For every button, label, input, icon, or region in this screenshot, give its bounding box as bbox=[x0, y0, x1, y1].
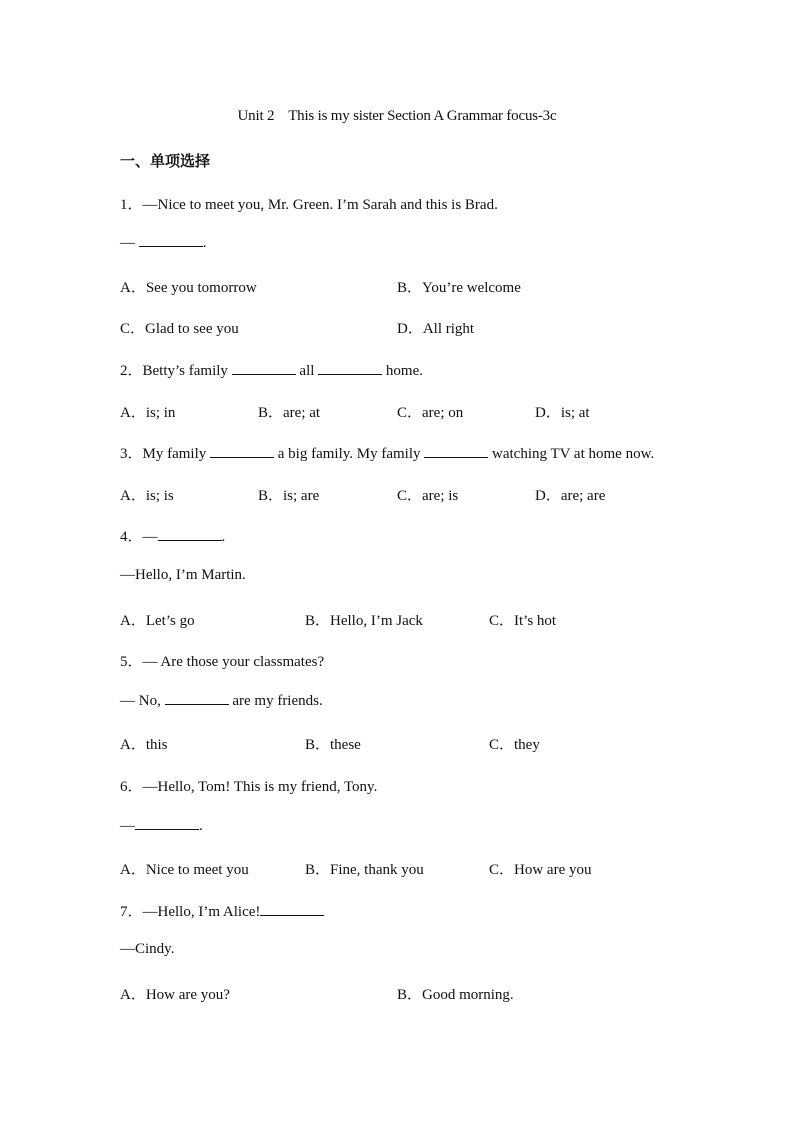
answer-blank[interactable] bbox=[158, 528, 222, 541]
question-1-option-d[interactable]: D．All right bbox=[397, 321, 475, 337]
stem-part: 3．My family bbox=[120, 446, 210, 462]
answer-blank[interactable] bbox=[424, 445, 488, 458]
stem-part: all bbox=[295, 363, 319, 379]
stem-part: 7．—Hello, I’m Alice! bbox=[120, 904, 261, 920]
question-6-option-c[interactable]: C．How are you bbox=[489, 862, 592, 878]
question-5-option-a[interactable]: A．this bbox=[120, 737, 168, 753]
question-2-option-b[interactable]: B．are; at bbox=[258, 405, 321, 421]
question-2-stem bbox=[120, 359, 423, 380]
question-5-stem: 5．— Are those your classmates? bbox=[120, 654, 325, 670]
question-3-stem bbox=[120, 442, 654, 463]
question-6-option-b[interactable]: B．Fine, thank you bbox=[305, 862, 424, 878]
question-3-option-a[interactable]: A．is; is bbox=[120, 488, 174, 504]
question-7-option-b[interactable]: B．Good morning. bbox=[397, 987, 514, 1003]
question-3-option-b[interactable]: B．is; are bbox=[258, 488, 320, 504]
question-5-option-c[interactable]: C．they bbox=[489, 737, 540, 753]
answer-blank[interactable] bbox=[232, 362, 296, 375]
reply-part: — No, bbox=[120, 693, 165, 709]
answer-blank[interactable] bbox=[139, 234, 203, 247]
stem-part: a big family. My family bbox=[274, 446, 425, 462]
question-2-option-a[interactable]: A．is; in bbox=[120, 405, 176, 421]
question-6-reply bbox=[120, 817, 203, 835]
question-6-stem: 6．—Hello, Tom! This is my friend, Tony. bbox=[120, 779, 378, 795]
question-6-option-a[interactable]: A．Nice to meet you bbox=[120, 862, 249, 878]
question-2-option-c[interactable]: C．are; on bbox=[397, 405, 464, 421]
question-1-option-c[interactable]: C．Glad to see you bbox=[120, 321, 239, 337]
section-heading: 一、单项选择 bbox=[120, 152, 211, 170]
reply-part: are my friends. bbox=[228, 693, 323, 709]
question-3-option-d[interactable]: D．are; are bbox=[535, 488, 606, 504]
question-1-option-a[interactable]: A．See you tomorrow bbox=[120, 280, 257, 296]
answer-blank[interactable] bbox=[210, 445, 274, 458]
question-5-reply bbox=[120, 692, 323, 710]
question-4-stem bbox=[120, 525, 225, 546]
question-4-option-a[interactable]: A．Let’s go bbox=[120, 613, 195, 629]
stem-part: . bbox=[221, 529, 226, 545]
stem-part: 4．— bbox=[120, 529, 158, 545]
question-7-option-a[interactable]: A．How are you? bbox=[120, 987, 230, 1003]
stem-part: home. bbox=[382, 363, 423, 379]
reply-part: . bbox=[199, 818, 203, 834]
answer-blank[interactable] bbox=[260, 903, 324, 916]
question-5-option-b[interactable]: B．these bbox=[305, 737, 361, 753]
question-4-option-b[interactable]: B．Hello, I’m Jack bbox=[305, 613, 423, 629]
reply-part: — bbox=[120, 818, 135, 834]
question-1-option-b[interactable]: B．You’re welcome bbox=[397, 280, 521, 296]
stem-part: 2．Betty’s family bbox=[120, 363, 232, 379]
answer-blank[interactable] bbox=[318, 362, 382, 375]
question-2-option-d[interactable]: D．is; at bbox=[535, 405, 590, 421]
reply-dash: — bbox=[120, 235, 135, 251]
answer-blank[interactable] bbox=[135, 817, 199, 830]
question-4-reply: —Hello, I’m Martin. bbox=[120, 567, 246, 583]
question-7-reply: —Cindy. bbox=[120, 941, 175, 957]
stem-part: watching TV at home now. bbox=[488, 446, 655, 462]
page-title: Unit 2 This is my sister Section A Grammar focus-3c bbox=[237, 108, 557, 124]
question-1-stem: 1．—Nice to meet you, Mr. Green. I’m Sarah and this is Brad. bbox=[120, 197, 498, 213]
question-1-reply bbox=[120, 234, 207, 252]
reply-period: . bbox=[202, 235, 207, 251]
question-3-option-c[interactable]: C．are; is bbox=[397, 488, 459, 504]
question-7-stem bbox=[120, 900, 324, 921]
question-4-option-c[interactable]: C．It’s hot bbox=[489, 613, 557, 629]
answer-blank[interactable] bbox=[165, 692, 229, 705]
